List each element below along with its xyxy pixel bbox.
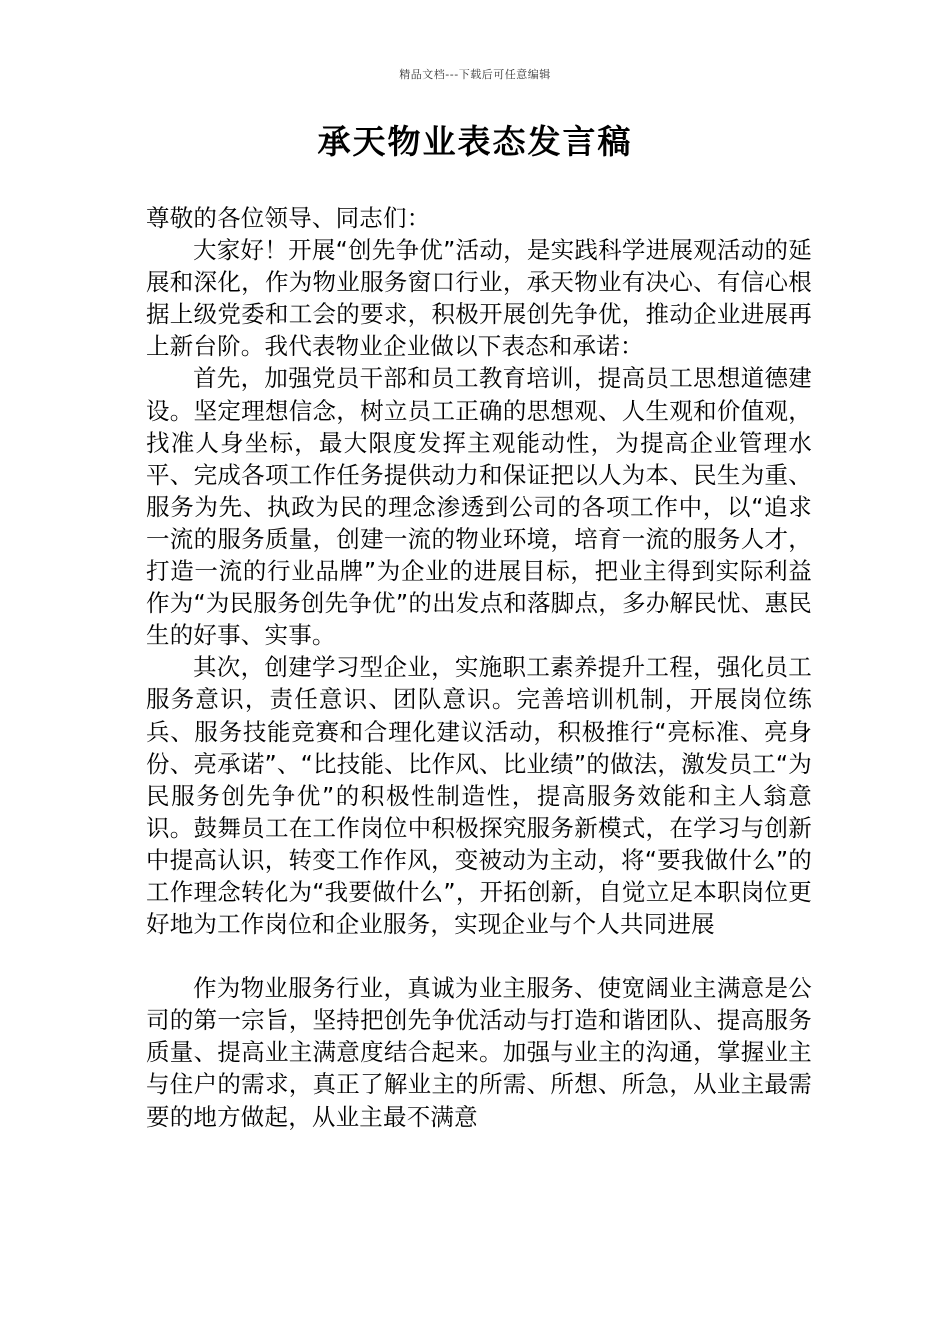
paragraph-3: 其次，创建学习型企业，实施职工素养提升工程，强化员工服务意识，责任意识、团队意识。完善培训机制，开展岗位练兵、服务技能竞赛和合理化建议活动，积极推行“亮标准、亮身份、亮承诺”、“比技能、比作风、比业绩”的做法，激发员工“为民服务创先争优”的积极性制造性，提高服务效能和主人翁意识。鼓舞员工在工作岗位中积极探究服务新模式，在学习与创新中提高认识，转变工作作风，变被动为主动，将“要我做什么”的工作理念转化为“我要做什么”，开拓创新，自觉立足本职岗位更好地为工作岗位和企业服务，实现企业与个人共同进展 — [146, 653, 812, 939]
document-title: 承天物业表态发言稿 — [317, 122, 633, 161]
header-note: 精品文档---下载后可任意编辑 — [399, 68, 551, 81]
salutation: 尊敬的各位领导、同志们： — [146, 204, 431, 232]
document-body — [146, 202, 812, 1133]
paragraph-1: 大家好！开展“创先争优”活动，是实践科学进展观活动的延展和深化，作为物业服务窗口行业，承天物业有决心、有信心根据上级党委和工会的要求，积极开展创先争优，推动企业进展再上新台阶。我代表物业企业做以下表态和承诺： — [146, 236, 812, 361]
paragraph-2: 首先，加强党员干部和员工教育培训，提高员工思想道德建设。坚定理想信念，树立员工正确的思想观、人生观和价值观，找准人身坐标，最大限度发挥主观能动性，为提高企业管理水平、完成各项工作任务提供动力和保证把以人为本、民生为重、服务为先、执政为民的理念渗透到公司的各项工作中，以“追求一流的服务质量，创建一流的物业环境，培育一流的服务人才，打造一流的行业品牌”为企业的进展目标，把业主得到实际利益作为“为民服务创先争优”的出发点和落脚点，多办解民忧、惠民生的好事、实事。 — [146, 364, 812, 650]
paragraph-4: 作为物业服务行业，真诚为业主服务、使宽阔业主满意是公司的第一宗旨，坚持把创先争优活动与打造和谐团队、提高服务质量、提高业主满意度结合起来。加强与业主的沟通，掌握业主与住户的需求，真正了解业主的所需、所想、所急，从业主最需要的地方做起，从业主最不满意 — [146, 974, 812, 1131]
